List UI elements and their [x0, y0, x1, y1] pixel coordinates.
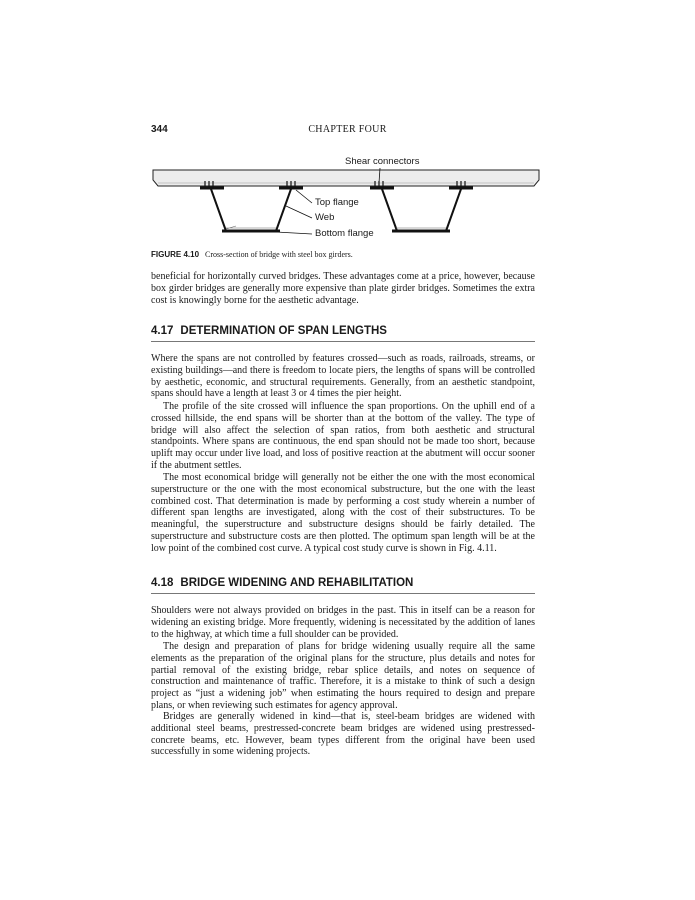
section-heading-4-18 [151, 577, 535, 594]
web [276, 189, 291, 231]
running-head: CHAPTER FOUR [308, 124, 387, 135]
paragraph: The most economical bridge will generally not be either the one with the most economical superstructure or the one with the most economical substructure, but the one with the least combined cost. That determination is made by performing a cost study wherein a number of different span lengths are investigated, along with the cost of their substructures. To be meaningful, the superstructure and substructure designs should be fairly detailed. The superstructure and substructure costs are then plotted. The optimum span length will be at the low point of the combined cost curve. A typical cost study curve is shown in Fig. 4.11. [151, 472, 535, 554]
box-girder-figure [148, 148, 544, 260]
leader-top-flange [296, 190, 312, 203]
label-shear-connectors: Shear connectors [345, 156, 420, 167]
section-heading-4-17 [151, 325, 535, 342]
paragraph: Where the spans are not controlled by features crossed—such as roads, railroads, streams, or existing buildings—and there is freedom to locate piers, the lengths of spans will be controlled by aesthetic, economic, and structural requirements. Generally, from an aesthetic standpoint, spans should have a length at least 3 or 4 times the pier height. [151, 353, 535, 400]
leader-web [286, 206, 312, 218]
label-top-flange: Top flange [315, 197, 359, 208]
figure-caption-text: Cross-section of bridge with steel box girders. [205, 250, 353, 259]
intro-paragraph: beneficial for horizontally curved bridges. These advantages come at a price, however, because box girder bridges are generally more expensive than plate girder bridges. Sometimes the extra cost is knowingly borne for the aesthetic advantage. [151, 271, 535, 306]
paragraph: The design and preparation of plans for bridge widening usually require all the same elements as the preparation of the original plans for the structure, plus details and notes for partial removal of the existing bridge, rebar splice details, and notes on sequence of construction and maintenance of traffic. Therefore, it is a mistake to think of such a design project as “just a widening job” when estimating the hours required to design and prepare plans, or when reviewing such estimates for agency approval. [151, 641, 535, 711]
label-bottom-flange: Bottom flange [315, 228, 374, 239]
right-box-girder [370, 181, 473, 231]
figure-caption-label: FIGURE 4.10 [151, 250, 200, 259]
page-number: 344 [151, 124, 168, 135]
web [382, 189, 397, 231]
web [446, 189, 461, 231]
paragraph: Bridges are generally widened in kind—that is, steel-beam bridges are widened with additional steel beams, prestressed-concrete beam bridges are widened using prestressed-concrete beams, etc. However, beam types different from the original have been used successfully in some widening projects. [151, 711, 535, 758]
section-number: 4.17 [151, 325, 174, 337]
section-title: BRIDGE WIDENING AND REHABILITATION [180, 577, 414, 589]
leader-bottom-flange [276, 232, 312, 234]
section-title: DETERMINATION OF SPAN LENGTHS [180, 325, 387, 337]
label-web: Web [315, 212, 335, 223]
paragraph: Shoulders were not always provided on bridges in the past. This in itself can be a reason for widening an existing bridge. More frequently, widening is necessitated by the addition of lanes to the highway, at which time a full shoulder can be provided. [151, 605, 535, 640]
deck-slab [153, 170, 539, 186]
section-number: 4.18 [151, 577, 174, 589]
figure-caption [151, 250, 353, 259]
left-box-girder [200, 181, 303, 231]
paragraph: The profile of the site crossed will influence the span proportions. On the uphill end of a crossed hillside, the end spans will be shorter than at the bottom of the valley. The type of bridge will also affect the selection of span ratios, from both aesthetic and structural standpoints. Where spans are continuous, the end span should not be made too short, because uplift may occur under live load, and loss of positive reaction at the abutment will occur sooner if the abutment settles. [151, 401, 535, 471]
web [211, 189, 226, 231]
